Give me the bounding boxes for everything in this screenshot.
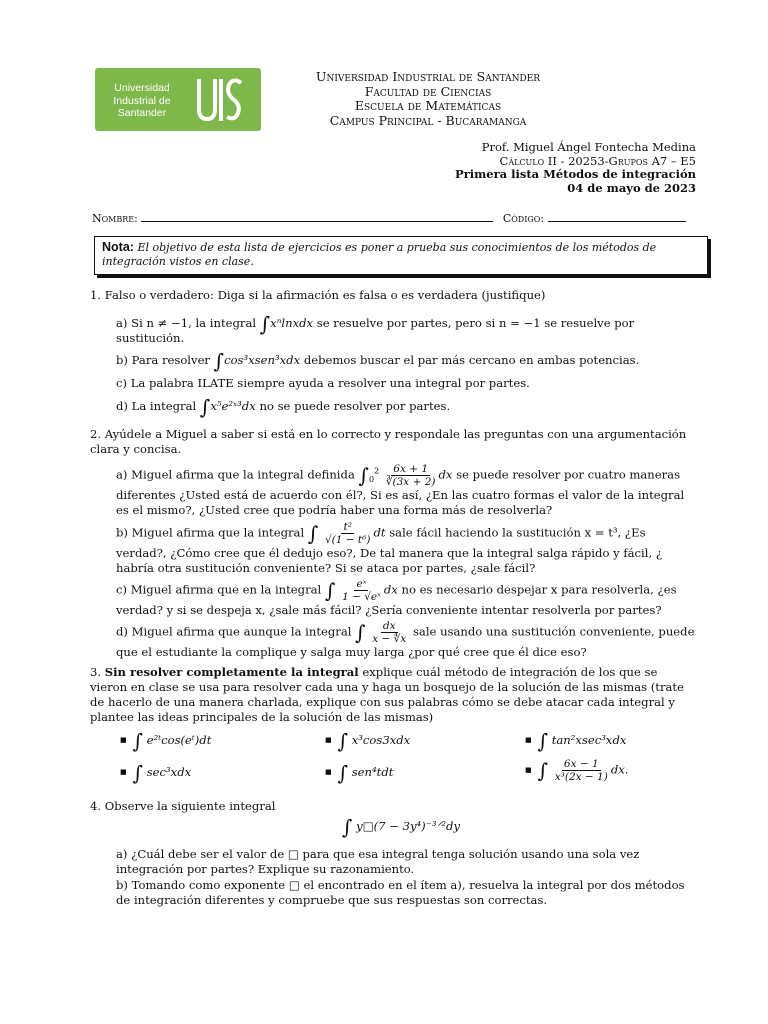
question-text: Observe la siguiente integral — [104, 799, 276, 813]
integral-sign: ∫ — [355, 620, 366, 645]
question-4 — [90, 799, 698, 814]
integral-item: ■ ∫ sen⁴tdt — [325, 765, 393, 782]
q1-item-d: d) La integral ∫x⁵e²ˣ³dx no se puede resolver por partes. — [116, 395, 451, 419]
q2-item-d: d) Miguel afirma que aunque la integral ∫ $\frac{dx}{x - ∜x}$ sale usando una sustitución conveniente, puede que el estudiante la complique y salga muy larga ¿por qué cree que él dice eso? — [116, 620, 695, 659]
name-field[interactable] — [141, 211, 493, 222]
university-logo — [95, 68, 261, 131]
q4-item-b: b) Tomando como exponente □ el encontrado en el ítem a), resuelva la integral por dos métodos de integración diferentes y compruebe que sus respuestas son correctas. — [116, 878, 685, 907]
integral-sign: ∫ — [307, 521, 319, 546]
integral-sign: ∫ — [259, 312, 271, 336]
integral-sign: ∫ — [213, 349, 225, 373]
note-text: El objetivo de esta lista de ejercicios es poner a prueba sus conocimientos de los métodos de integración vistos en clase. — [102, 241, 657, 268]
fraction: $\frac{dx}{x - ∜x}$ — [372, 620, 407, 645]
question-text: explique cuál método de integración de los que se vieron en clase se usa para resolver cada una y haga un bosquejo de la solución de las mismas (trate de hacerlo de una manera charlada, explique con sus palabras cómo se debe atacar cada integral y plantee las ideas principales de la solución de las mismas) — [90, 665, 684, 724]
integral-sign: ∫ — [324, 578, 336, 603]
integral-item: ■ ∫ $\frac{6x - 1}{\text{x³(2x − 1)}}$ dx. — [525, 758, 628, 783]
note-box — [94, 236, 708, 275]
question-number: 4. — [90, 799, 102, 813]
code-field[interactable] — [548, 211, 686, 222]
q2-item-a: a) Miguel afirma que la integral definida $\int_0^2$ $\frac{6x + 1}{∛(3x + 2)}$ dx se puede resolver por cuatro maneras diferentes ¿Usted está de acuerdo con él?, Si es así, ¿En las cuatro formas el valor de la integral es el mismo?, ¿Usted cree que podría haber una forma más de resolverla? — [116, 463, 685, 517]
course-info — [455, 141, 696, 195]
list-date: 04 de mayo de 2023 — [567, 180, 696, 195]
q4-integral: ∫ y□(7 − 3y⁴)⁻³ᐟ²dy — [342, 815, 460, 839]
note-label: Nota: — [102, 240, 134, 254]
q1-item-a: a) Si n ≠ −1, la integral ∫xⁿlnxdx se resuelve por partes, pero si n = −1 se resuelve por sustitución. — [116, 312, 635, 345]
student-fields — [92, 211, 692, 225]
integral-item: ■ ∫ x³cos3xdx — [325, 733, 410, 750]
question-1 — [90, 288, 698, 303]
fraction: $\frac{\text{eˣ}}{\text{1 − √eˣ}}$ — [342, 578, 381, 603]
question-text: Falso o verdadero: Diga si la afirmación es falsa o es verdadera (justifique) — [104, 288, 546, 302]
question-2 — [90, 427, 698, 457]
question-3 — [90, 665, 698, 725]
integral-item: ■ ∫ sec³xdx — [120, 765, 191, 782]
question-number: 2. — [90, 427, 102, 441]
logo-text: Universidad Industrial de Santander — [113, 82, 171, 119]
question-number: 1. — [90, 288, 102, 302]
question-number: 3. — [90, 665, 102, 679]
fraction: $\frac{6x + 1}{∛(3x + 2)}$ — [385, 463, 436, 488]
fraction: $\frac{\text{t²}}{\text{√(1 − t⁶)}}$ — [324, 521, 371, 546]
integral-sign: ∫ — [342, 815, 353, 839]
list-title: Primera lista Métodos de integración — [455, 167, 696, 181]
integral-sign: ∫ — [358, 463, 369, 488]
question-bold-text: Sin resolver completamente la integral — [104, 665, 359, 679]
uis-emblem-icon — [193, 75, 247, 125]
integral-item: ■ ∫ tan²xsec³xdx — [525, 733, 626, 750]
fraction: $\frac{6x - 1}{\text{x³(2x − 1)}}$ — [554, 758, 608, 783]
q2-item-b: b) Miguel afirma que la integral ∫ $\frac{\text{t²}}{\text{√(1 − t⁶)}}$ dt sale fácil haciendo la sustitución x = t³, ¿Es verdad?, ¿Cómo cree que él dedujo eso?, De tal manera que la integral salga rápido y fácil, ¿ habría otra sustitución conveniente? Si se ataca por partes, ¿sale fácil? — [116, 521, 663, 575]
integral-item: ■ ∫ e²ᵗcos(eᵗ)dt — [120, 733, 211, 750]
professor-name: Prof. Miguel Ángel Fontecha Medina — [481, 140, 696, 154]
question-text: Ayúdele a Miguel a saber si está en lo correcto y respondale las preguntas con una argumentación clara y concisa. — [90, 427, 687, 456]
institution-header: Universidad Industrial de Santander Facultad de Ciencias Escuela de Matemáticas Campus Principal - Bucaramanga — [315, 69, 541, 128]
integral-sign: ∫ — [199, 395, 211, 419]
code-label: Código: — [502, 212, 545, 225]
q1-item-c: c) La palabra ILATE siempre ayuda a resolver una integral por partes. — [116, 376, 530, 390]
q4-item-a: a) ¿Cuál debe ser el valor de □ para que esa integral tenga solución usando una sola vez integración por partes? Explique su razonamiento. — [116, 847, 640, 876]
name-label: Nombre: — [92, 212, 138, 225]
q1-item-b: b) Para resolver ∫cos³xsen³xdx debemos buscar el par más cercano en ambas potencias. — [116, 349, 640, 373]
course-line: Cálculo II - 20253-Grupos A7 – E5 — [499, 153, 696, 168]
q2-item-c: c) Miguel afirma que en la integral ∫ $\frac{\text{eˣ}}{\text{1 − √eˣ}}$ dx no es necesario despejar x para resolverla, ¿es verdad? y si se despeja x, ¿sale más fácil? ¿Sería conveniente intentar resolverla por partes? — [116, 578, 677, 617]
